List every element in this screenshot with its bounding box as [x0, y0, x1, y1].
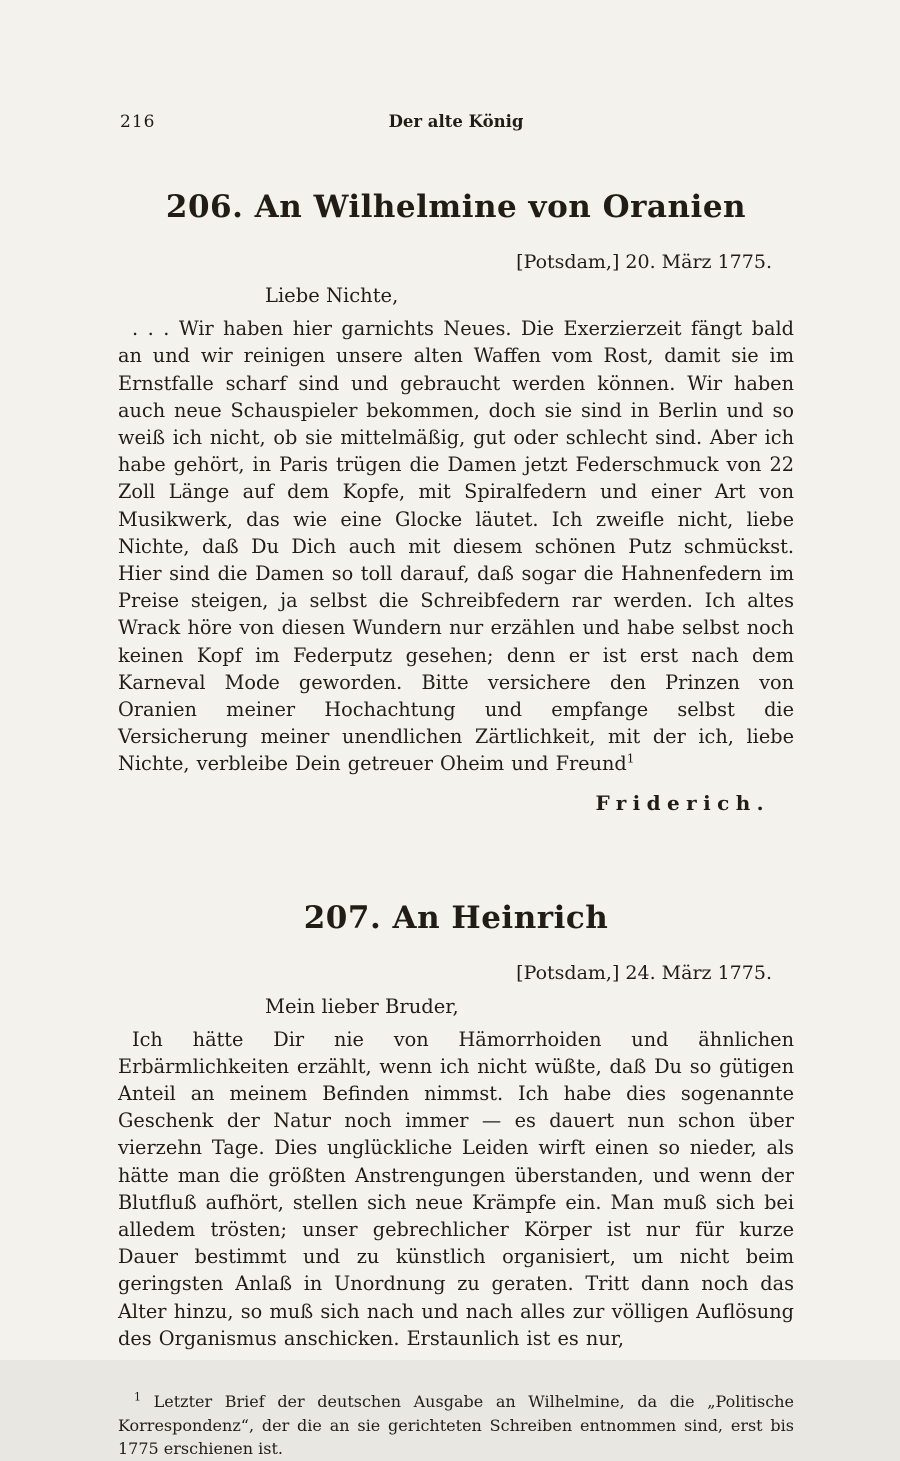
letter-207-body	[118, 1026, 794, 1352]
letter-207-heading: 207. An Heinrich	[303, 899, 609, 936]
letter-206-salutation: Liebe Nichte,	[265, 284, 399, 308]
letter-207-dateline: [Potsdam,] 24. März 1775.	[516, 961, 772, 984]
footnote-marker: 1	[134, 1390, 141, 1404]
letter-206-signature: Friderich.	[595, 790, 770, 815]
footnote	[118, 1390, 794, 1461]
footnote-text: Letzter Brief der deutschen Ausgabe an Wilhelmine, da die „Politische Korrespondenz“, der die an sie gerichteten Schreiben entnommen sind, erst bis 1775 erschienen ist.	[118, 1392, 794, 1459]
running-title: Der alte König	[388, 112, 524, 131]
letter-206-body	[118, 315, 794, 777]
text-block	[118, 0, 794, 1461]
footnote-reference: 1	[626, 751, 635, 766]
running-head	[118, 112, 794, 136]
letter-206-body-text: . . . Wir haben hier garnichts Neues. Die Exerzierzeit fängt bald an und wir reinigen unsere alten Waffen vom Rost, damit sie im Ernstfalle scharf sind und gebraucht werden können. Wir haben auch neue Schauspieler bekommen, doch sie sind in Berlin und so weiß ich nicht, ob sie mittelmäßig, gut oder schlecht sind. Aber ich habe gehört, in Paris trügen die Damen jetzt Federschmuck von 22 Zoll Länge auf dem Kopfe, mit Spiralfedern und einer Art von Musikwerk, das wie eine Glocke läutet. Ich zweifle nicht, liebe Nichte, daß Du Dich auch mit diesem schönen Putz schmückst. Hier sind die Damen so toll darauf, daß sogar die Hahnenfedern im Preise steigen, ja selbst die Schreibfedern rar werden. Ich altes Wrack höre von diesen Wundern nur erzählen und habe selbst noch keinen Kopf im Federputz gesehen; denn er ist erst nach dem Karneval Mode geworden. Bitte versichere den Prinzen von Oranien meiner Hochachtung und empfange selbst die Versicherung meiner unendlichen Zärtlichkeit, mit der ich, liebe Nichte, verbleibe Dein getreuer Oheim und Freund	[118, 317, 794, 776]
letter-207	[118, 901, 794, 1353]
letter-206-dateline: [Potsdam,] 20. März 1775.	[516, 251, 772, 274]
letter-206-heading: 206. An Wilhelmine von Oranien	[165, 189, 747, 225]
letter-207-salutation: Mein lieber Bruder,	[265, 994, 459, 1018]
page-number: 216	[120, 112, 156, 132]
letter-207-body-text: Ich hätte Dir nie von Hämorrhoiden und ähnlichen Erbärmlichkeiten erzählt, wenn ich nicht wüßte, daß Du so gütigen Anteil an meinem Befinden nimmst. Ich habe dies sogenannte Geschenk der Natur noch immer — es dauert nun schon über vierzehn Tage. Dies unglückliche Leiden wirft einen so nieder, als hätte man die größten Anstrengungen überstanden, und wenn der Blutfluß aufhört, stellen sich neue Krämpfe ein. Man muß sich bei alledem trösten; unser gebrechlicher Körper ist nur für kurze Dauer bestimmt und zu künstlich organisiert, um nicht beim geringsten Anlaß in Unordnung zu geraten. Tritt dann noch das Alter hinzu, so muß sich nach und nach alles zur völligen Auflösung des Organismus anschicken. Erstaunlich ist es nur,	[118, 1027, 794, 1350]
letter-206	[118, 190, 794, 815]
